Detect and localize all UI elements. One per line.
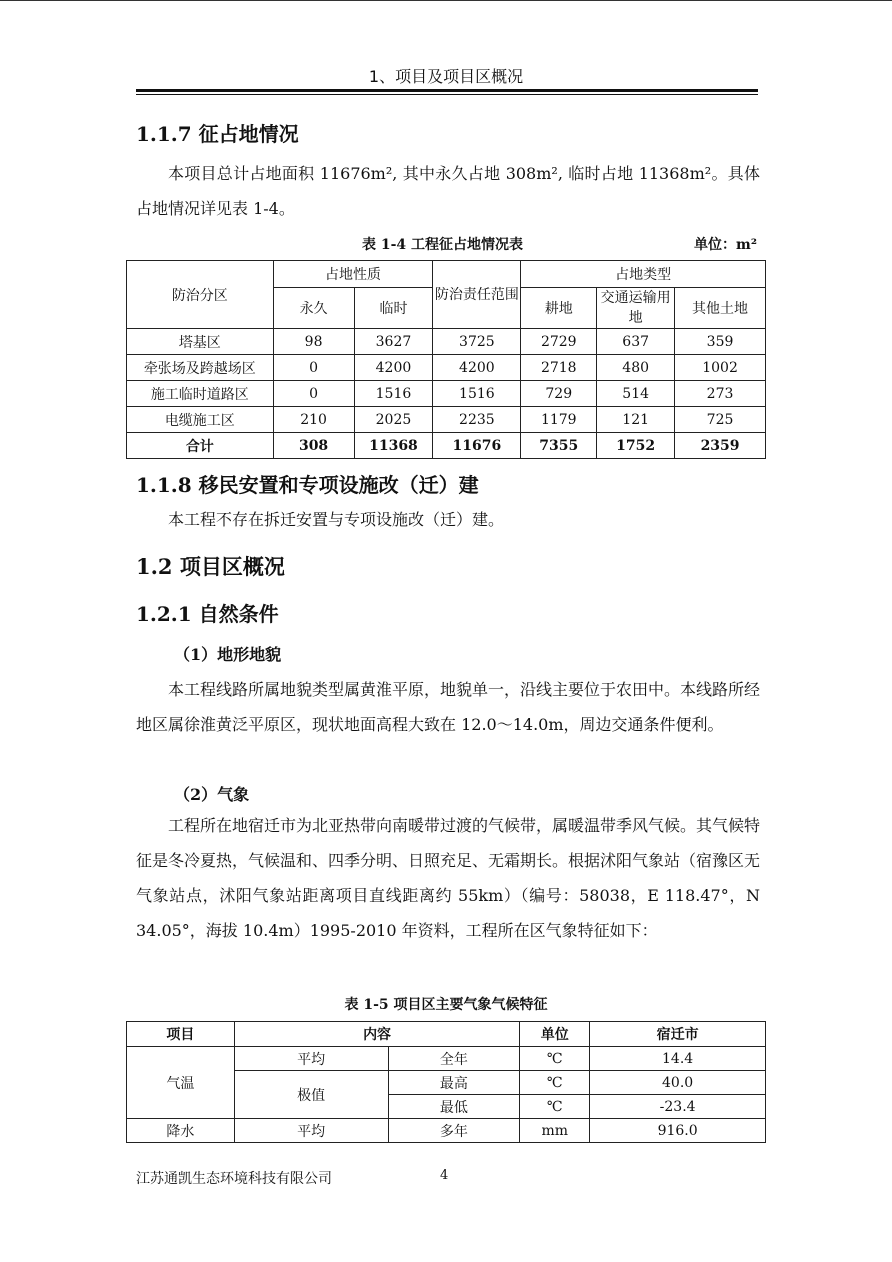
- cell: 合计: [127, 433, 274, 459]
- cell: 电缆施工区: [127, 407, 274, 433]
- cell: 480: [597, 355, 675, 381]
- section-heading-1-1-7: 1.1.7 征占地情况: [136, 122, 299, 146]
- page-top-border: [0, 0, 892, 1]
- cell: 273: [675, 381, 766, 407]
- cell-precipitation: 降水: [127, 1119, 235, 1143]
- cell: 0: [273, 381, 354, 407]
- cell: 1516: [354, 381, 433, 407]
- cell: 11368: [354, 433, 433, 459]
- section-heading-1-2: 1.2 项目区概况: [136, 554, 285, 579]
- cell: 637: [597, 329, 675, 355]
- cell: 359: [675, 329, 766, 355]
- cell: 729: [521, 381, 597, 407]
- land-occupation-table: [126, 260, 766, 459]
- cell-max: 最高: [388, 1071, 520, 1095]
- header-unit: 单位: [520, 1022, 590, 1047]
- header-city: 宿迁市: [590, 1022, 766, 1047]
- cell: 塔基区: [127, 329, 274, 355]
- header-farmland: 耕地: [521, 288, 597, 329]
- paragraph-landform: 本工程线路所属地貌类型属黄淮平原，地貌单一，沿线主要位于农田中。本线路所经地区属徐淮黄泛平原区，现状地面高程大致在 12.0～14.0m，周边交通条件便利。: [136, 680, 761, 734]
- cell: 7355: [521, 433, 597, 459]
- header-nature: 占地性质: [273, 261, 433, 288]
- cell: 4200: [354, 355, 433, 381]
- cell-avg-temp: 14.4: [590, 1047, 766, 1071]
- cell-min-temp: -23.4: [590, 1095, 766, 1119]
- header-content: 内容: [234, 1022, 520, 1047]
- table-row: [127, 1119, 766, 1143]
- cell: 725: [675, 407, 766, 433]
- cell-temperature: 气温: [127, 1047, 235, 1119]
- climate-table: [126, 1021, 766, 1143]
- table-row: [127, 1047, 766, 1071]
- cell: 2359: [675, 433, 766, 459]
- cell-precip-value: 916.0: [590, 1119, 766, 1143]
- table-total-row: [127, 433, 766, 459]
- header-item: 项目: [127, 1022, 235, 1047]
- section-heading-1-1-8: 1.1.8 移民安置和专项设施改（迁）建: [136, 473, 479, 497]
- cell-unit-mm: mm: [520, 1119, 590, 1143]
- header-transport: 交通运输用地: [597, 288, 675, 329]
- cell: 2235: [433, 407, 521, 433]
- cell-average: 平均: [234, 1047, 388, 1071]
- cell-unit-c: ℃: [520, 1047, 590, 1071]
- cell: 3725: [433, 329, 521, 355]
- header-permanent: 永久: [273, 288, 354, 329]
- cell-max-temp: 40.0: [590, 1071, 766, 1095]
- cell: 施工临时道路区: [127, 381, 274, 407]
- page-number: 4: [440, 1168, 449, 1183]
- paragraph-climate: 工程所在地宿迁市为北亚热带向南暖带过渡的气候带，属暖温带季风气候。其气候特征是冬冷夏热，气候温和、四季分明、日照充足、无霜期长。根据沭阳气象站（宿豫区无气象站点，沭阳气象站距离项目直线距离约 55km）（编号：58038，E 118.47°，N 34.05°，海拔 10.4m）1995-2010 年资料，工程所在区气象特征如下：: [136, 816, 761, 940]
- cell-average: 平均: [234, 1119, 388, 1143]
- cell: 2729: [521, 329, 597, 355]
- header-zone: 防治分区: [127, 261, 274, 329]
- cell-unit-c: ℃: [520, 1095, 590, 1119]
- cell: 1516: [433, 381, 521, 407]
- cell: 11676: [433, 433, 521, 459]
- cell: 3627: [354, 329, 433, 355]
- paragraph-land-occupation: 本项目总计占地面积 11676m², 其中永久占地 308m², 临时占地 11368m²。具体占地情况详见表 1-4。: [136, 164, 760, 218]
- cell-extreme: 极值: [234, 1071, 388, 1119]
- table-row: [127, 329, 766, 355]
- running-header: 1、项目及项目区概况: [368, 67, 524, 86]
- header-other: 其他土地: [675, 288, 766, 329]
- table-row: [127, 407, 766, 433]
- cell: 2718: [521, 355, 597, 381]
- cell-annual: 全年: [388, 1047, 520, 1071]
- header-types: 占地类型: [521, 261, 766, 288]
- cell-min: 最低: [388, 1095, 520, 1119]
- table-1-4-caption: 表 1-4 工程征占地情况表: [362, 237, 524, 253]
- cell: 121: [597, 407, 675, 433]
- cell-multiyear: 多年: [388, 1119, 520, 1143]
- cell: 4200: [433, 355, 521, 381]
- header-rule-thick: [136, 89, 758, 92]
- table-1-4-unit: 单位：m²: [694, 237, 757, 253]
- subheading-landform: （1）地形地貌: [174, 645, 282, 664]
- subheading-climate: （2）气象: [174, 785, 250, 804]
- cell: 2025: [354, 407, 433, 433]
- table-row: [127, 381, 766, 407]
- table-row: [127, 355, 766, 381]
- header-rule-thin: [136, 94, 758, 95]
- cell-unit-c: ℃: [520, 1071, 590, 1095]
- cell: 98: [273, 329, 354, 355]
- cell: 210: [273, 407, 354, 433]
- cell: 0: [273, 355, 354, 381]
- cell: 1752: [597, 433, 675, 459]
- header-scope: 防治责任范围: [433, 261, 521, 329]
- cell: 1002: [675, 355, 766, 381]
- section-heading-1-2-1: 1.2.1 自然条件: [136, 602, 279, 626]
- header-temporary: 临时: [354, 288, 433, 329]
- footer-company: 江苏通凯生态环境科技有限公司: [136, 1171, 332, 1187]
- table-1-5-caption: 表 1-5 项目区主要气象气候特征: [344, 997, 548, 1013]
- cell: 牵张场及跨越场区: [127, 355, 274, 381]
- cell: 1179: [521, 407, 597, 433]
- paragraph-resettlement: 本工程不存在拆迁安置与专项设施改（迁）建。: [168, 510, 505, 529]
- cell: 308: [273, 433, 354, 459]
- cell: 514: [597, 381, 675, 407]
